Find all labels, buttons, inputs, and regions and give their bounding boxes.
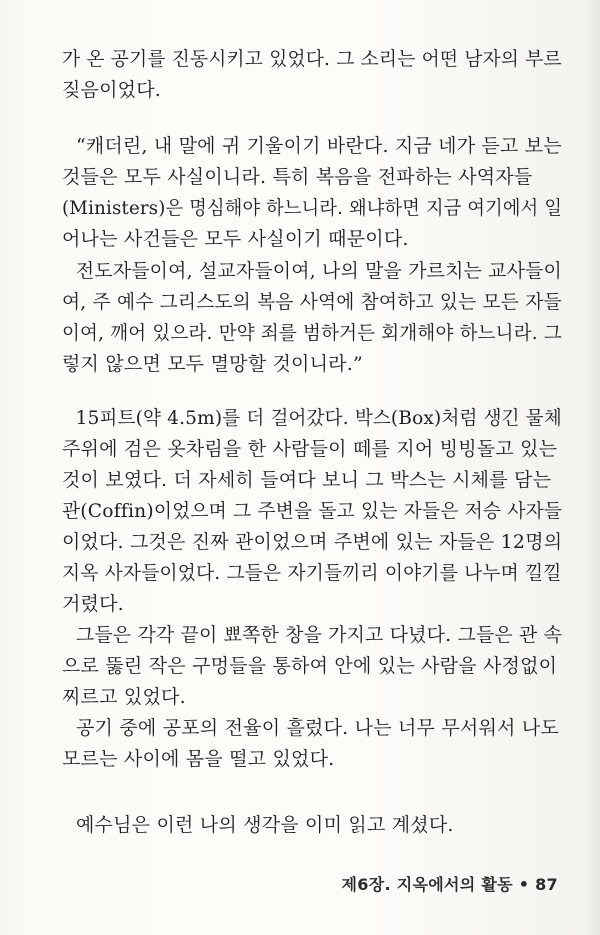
text-line: (Ministers)은 명심해야 하느니라. 왜냐하면 지금 여기에서 일 — [62, 197, 563, 219]
text-line: 그들은 각각 끝이 뾰쪽한 창을 가지고 다녔다. 그들은 관 속 — [75, 624, 563, 646]
text-line: 것들은 모두 사실이니라. 특히 복음을 전파하는 사역자들 — [62, 166, 533, 188]
paragraph-7 — [62, 810, 562, 841]
text-line: 관(Coffin)이었으며 그 주변을 돌고 있는 자들은 저승 사자들 — [62, 500, 563, 522]
text-line: 15피트(약 4.5m)를 더 걸어갔다. 박스(Box)처럼 생긴 물체 — [75, 407, 562, 429]
text-line: 지옥 사자들이었다. 그들은 자기들끼리 이야기를 나누며 낄낄 — [62, 562, 562, 584]
text-line: 모르는 사이에 몸을 떨고 있었다. — [62, 748, 335, 770]
page-edge-shadow — [586, 0, 600, 935]
paragraph-2 — [62, 131, 562, 255]
text-line: 짖음이었다. — [62, 79, 162, 101]
text-line: 이었다. 그것은 진짜 관이었으며 주변에 있는 자들은 12명의 — [62, 531, 563, 553]
running-head-page-number: 제6장. 지옥에서의 활동 • 87 — [341, 875, 558, 894]
text-line: 예수님은 이런 나의 생각을 이미 읽고 계셨다. — [76, 814, 454, 836]
text-line: 렇지 않으면 모두 멸망할 것이니라.” — [62, 353, 363, 375]
paragraph-1 — [62, 44, 562, 106]
paragraph-3 — [62, 256, 562, 380]
paragraph-4 — [62, 403, 562, 620]
text-line: 것이 보였다. 더 자세히 들여다 보니 그 박스는 시체를 담는 — [62, 469, 552, 491]
text-line: 주위에 검은 옷차림을 한 사람들이 떼를 지어 빙빙돌고 있는 — [62, 438, 558, 460]
text-line: 여, 주 예수 그리스도의 복음 사역에 참여하고 있는 모든 자들 — [62, 291, 562, 313]
text-line: 이여, 깨어 있으라. 만약 죄를 범하거든 회개해야 하느니라. 그 — [62, 322, 562, 344]
text-line: 어나는 사건들은 모두 사실이기 때문이다. — [62, 228, 409, 250]
paragraph-6 — [62, 713, 562, 775]
text-line: “캐더린, 내 말에 귀 기울이기 바란다. 지금 네가 듣고 보는 — [75, 135, 562, 157]
text-line: 으로 뚫린 작은 구멍들을 통하여 안에 있는 사람을 사정없이 — [62, 655, 558, 677]
paragraph-5 — [62, 620, 562, 713]
text-line: 전도자들이여, 설교자들이여, 나의 말을 가르치는 교사들이 — [75, 260, 562, 282]
text-line: 가 온 공기를 진동시키고 있었다. 그 소리는 어떤 남자의 부르 — [62, 48, 562, 70]
text-line: 찌르고 있었다. — [62, 686, 186, 708]
text-line: 공기 중에 공포의 전율이 흘렀다. 나는 너무 무서워서 나도 — [76, 717, 559, 739]
text-line: 거렸다. — [62, 593, 124, 615]
